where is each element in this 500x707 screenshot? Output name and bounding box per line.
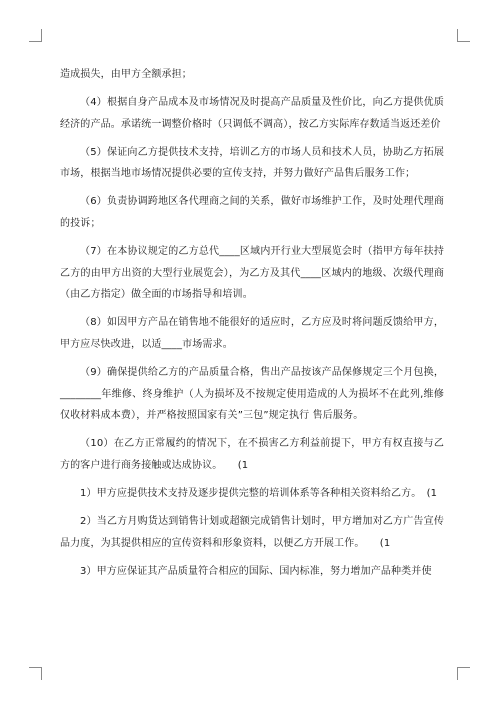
- paragraph-8-feedback: （8）如因甲方产品在销售地不能很好的适应时，乙方应及时将问题反馈给甲方，甲方应尽快改进，以适____市场需求。: [60, 317, 444, 351]
- paragraph-12-advertising: 2）当乙方月购货达到销售计划或超额完成销售计划时，甲方增加对乙方广告宣传品力度，为其提供相应的宣传资料和形象资料，以便乙方开展工作。 (1: [60, 516, 444, 549]
- crop-mark-top-right: [457, 29, 470, 42]
- paragraph-13-quality: 3）甲方应保证其产品质量符合相应的国际、国内标准，努力增加产品种类并使: [80, 565, 432, 577]
- paragraph-11-training: 1）甲方应提供技术支持及逐步提供完整的培训体系等各种相关资料给乙方。 (1: [80, 488, 438, 500]
- document-body: [60, 64, 444, 589]
- crop-mark-bottom-right: [457, 667, 470, 680]
- crop-mark-bottom-left: [29, 667, 42, 680]
- crop-mark-top-left: [29, 29, 42, 42]
- paragraph-10-business-contact: （10）在乙方正常履约的情况下，在不损害乙方利益前提下，甲方有权直接与乙方的客户进行商务接触或达成协议。 (1: [60, 438, 444, 471]
- paragraph-9-warranty: （9）确保提供给乙方的产品质量合格，售出产品按该产品保修规定三个月包换，________年维修、终身维护（人为损坏及不按规定使用造成的人为损坏不在此列,维修仅收材料成本费），并严格按照国家有关”三包”规定执行 售后服务。: [60, 367, 444, 422]
- paragraph-7-exhibition: （7）在本协议规定的乙方总代____区域内开行业大型展览会时（指甲方每年扶持乙方的由甲方出资的大型行业展览会），为乙方及其代____区域内的地级、次级代理商（由乙方指定）做全面的市场指导和培训。: [60, 246, 444, 301]
- paragraph-4-pricing: （4）根据自身产品成本及市场情况及时提高产品质量及性价比，向乙方提供优质经济的产品。承诺统一调整价格时（只调低不调高），按乙方实际库存数适当返还差价: [60, 97, 444, 130]
- paragraph-5-support: （5）保证向乙方提供技术支持，培训乙方的市场人员和技术人员，协助乙方拓展市场，根据当地市场情况提供必要的宣传支持，并努力做好产品售后服务工作；: [60, 146, 444, 180]
- paragraph-6-coordination: （6）负责协调跨地区各代理商之间的关系，做好市场维护工作，及时处理代理商的投诉；: [60, 196, 444, 230]
- paragraph-loss-clause: 造成损失，由甲方全额承担；: [60, 69, 192, 80]
